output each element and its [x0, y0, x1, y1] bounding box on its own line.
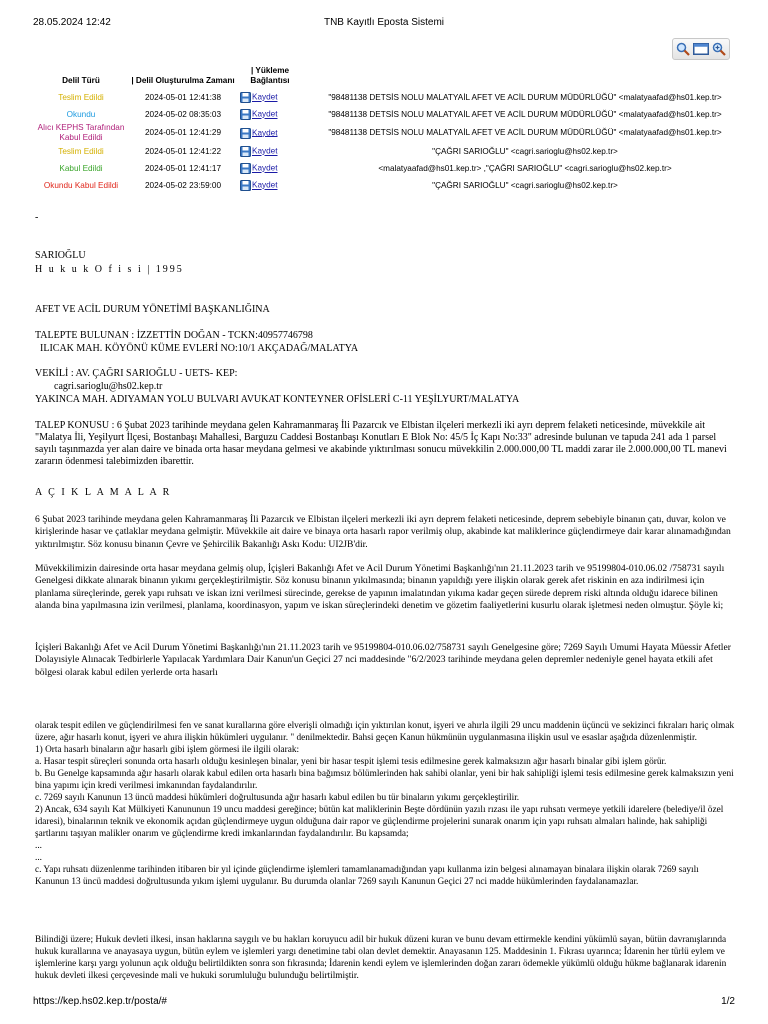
view-toolbar: [672, 38, 730, 60]
save-cell: [238, 89, 302, 106]
applicant-line: TALEPTE BULUNAN : İZZETTİN DOĞAN - TCKN:40957746798: [35, 330, 313, 341]
evidence-type: Kabul Edildi: [59, 163, 103, 173]
subject-paragraph: TALEP KONUSU : 6 Şubat 2023 tarihinde meydana gelen Kahramanmaraş İli Pazarcık ve Elbistan ilçeleri merkezli iki ayrı deprem felaketi neticesinde, müvekkile ait "Malatya İli, Yeşilyurt İlçesi, Bostanbaşı Mahallesi, Barguzu Caddesi Bostanbaşı Konutları E Blok No: 45/5 İç Kapı No:33" adresinde bulunan ve tapuda 241 ada 1 parsel sayılı taşınmazda yer alan daire ve binada orta hasar meydana gelmesi ve akabinde yıktırılması sonucu müvekkilin 2.000.000,00 TL maddi zarar ile 2.000.000,00 TL manevi zararın ödenmesi talebimizden ibarettir.: [35, 420, 727, 467]
save-link[interactable]: Kaydet: [252, 180, 278, 190]
evidence-address: "98481138 DETSİS NOLU MALATYAİL AFET VE ACİL DURUM MÜDÜRLÜĞÜ" <malatyaafad@hs01.kep.tr>: [328, 128, 722, 137]
letter-mark: -: [35, 212, 39, 223]
print-url: https://kep.hs02.kep.tr/posta/#: [33, 996, 167, 1007]
evidence-address: <malatyaafad@hs01.kep.tr> ,"ÇAĞRI SARIOĞLU" <cagri.sarioglu@hs02.kep.tr>: [378, 163, 672, 173]
paragraph-4-line: 1) Orta hasarlı binaların ağır hasarlı gibi işlem görmesi ile ilgili olarak:: [35, 745, 300, 755]
print-datetime: 28.05.2024 12:42: [33, 17, 111, 28]
table-header-row: [34, 66, 748, 89]
evidence-type: Okundu: [66, 109, 96, 119]
evidence-time: 2024-05-01 12:41:29: [144, 128, 222, 137]
save-disk-icon: [240, 128, 251, 139]
save-disk-icon: [240, 146, 251, 157]
evidence-type: Okundu Kabul Edildi: [43, 180, 119, 190]
evidence-address: "ÇAĞRI SARIOĞLU" <cagri.sarioglu@hs02.kep.tr>: [432, 180, 618, 190]
paragraph-4-line: ...: [35, 841, 42, 851]
paragraph-4-line: ...: [35, 853, 42, 863]
save-disk-icon: [240, 109, 251, 120]
table-row: [34, 177, 748, 194]
table-row: [34, 89, 748, 106]
save-link[interactable]: Kaydet: [252, 163, 278, 173]
table-row: [34, 123, 748, 143]
delivery-evidence-table: [34, 66, 748, 194]
evidence-time: 2024-05-01 12:41:17: [144, 163, 222, 173]
search-plus-icon[interactable]: [712, 42, 726, 56]
print-title: TNB Kayıtlı Eposta Sistemi: [323, 17, 445, 28]
table-row: [34, 143, 748, 160]
save-link[interactable]: Kaydet: [252, 92, 278, 102]
counsel-email: cagri.sarioglu@hs02.kep.tr: [54, 381, 163, 392]
col-evidence-type: Delil Türü: [62, 76, 100, 85]
recipient-heading: AFET VE ACİL DURUM YÖNETİMİ BAŞKANLIĞINA: [35, 304, 270, 315]
paragraph-4-line: a. Hasar tespit süreçleri sonunda orta hasarlı olduğu kesinleşen binalar, yeni bir hasar tespit işlemi tesis edilmesine gerek kalmaksızın ağır hasarlı binalar gibi işlem görür.: [35, 757, 667, 767]
evidence-type: Teslim Edildi: [58, 92, 104, 102]
paragraph-4-line: 2) Ancak, 634 sayılı Kat Mülkiyeti Kanununun 19 uncu maddesi gereğince; bütün kat maliklerinin Beşte dördünün yazılı rızası ile yapı ruhsatı vermeye yetkili idarelere (belediye/il özel idaresi), binalarının teknik ve ekonomik açıdan güçlendirmeye uygun olduğuna dair rapor ve güçlendirme projelerini sunarak onarım için yapı ruhsatı almaları halinde, hak sahipliği şartlarını taşıyan malikler onarım ve güçlendirme kredi imkanlarından faydalandırılır. Bu kapsamda;: [35, 805, 724, 839]
paragraph-4-line: b. Bu Genelge kapsamında ağır hasarlı olarak kabul edilen orta hasarlı bina bağımsız bölümlerinden hak sahibi olanlar, yeni bir hak sahipliği işlemi tesis edilmesine gerek kalmaksızın yeni bina yapımı için kredi verilmesi imkanından faydalandırılır.: [35, 769, 734, 791]
col-evidence-time: | Delil Oluşturulma Zamanı: [131, 76, 235, 85]
col-address: [302, 66, 748, 89]
window-icon[interactable]: [693, 43, 709, 55]
print-page-number: 1/2: [721, 996, 735, 1007]
paragraph-5: Bilindiği üzere; Hukuk devleti ilkesi, insan haklarına saygılı ve bu hakları koruyucu adil bir hukuk düzeni kuran ve bunu devam ettirmekle kendini yükümlü sayan, bütün davranışlarında hukuk kurallarına ve anayasaya uygun, bütün eylem ve işlemleri yargı denetimine tabi olan devlet demektir. Anayasanın 125. Maddesinin 1. Fıkrası uyarınca; İdarenin her türlü eylem ve işlemlerine karşı yargı yolunun açık olduğu belirtildikten sonra son fıkrasında; İdarenin kendi eylem ve işlemlerinden doğan zararı ödemekle yükümlü olduğu hükme bağlanarak idarenin hukuk devleti ilkesi çerçevesinde mali ve hukuki sorumluluğu bulunduğu belirtilmiştir.: [35, 935, 727, 982]
evidence-time: 2024-05-02 23:59:00: [144, 180, 222, 190]
section-heading: A Ç I K L A M A L A R: [35, 487, 172, 498]
firm-name: SARIOĞLU: [35, 250, 86, 261]
paragraph-1: 6 Şubat 2023 tarihinde meydana gelen Kahramanmaraş İli Pazarcık ve Elbistan ilçeleri merkezli iki ayrı deprem felaketi neticesinde, deprem sebebiyle binanın çatı, duvar, kolon ve kirişlerinde hasar ve çatlaklar meydana gelmiştir. Müvekkile ait daire ve binaya orta hasarlı rapor verilmiş olup, akabinde kat maliklerince güçlendirmeye dair karar alınamadığından yıktırılmıştır. Söz konusu binanın Çevre ve Şehircilik Bakanlığı Askı Kodu: UI2JB'dir.: [35, 514, 731, 550]
save-cell: [238, 123, 302, 143]
save-cell: [238, 160, 302, 177]
save-link[interactable]: Kaydet: [252, 128, 278, 138]
evidence-address: "ÇAĞRI SARIOĞLU" <cagri.sarioglu@hs02.kep.tr>: [432, 146, 618, 156]
save-cell: [238, 177, 302, 194]
counsel-line: VEKİLİ : AV. ÇAĞRI SARIOĞLU - UETS- KEP:: [35, 368, 238, 379]
search-icon[interactable]: [676, 42, 690, 56]
firm-subtitle: H u k u k O f i s i | 1995: [35, 264, 184, 275]
applicant-address: ILICAK MAH. KÖYÖNÜ KÜME EVLERİ NO:10/1 AKÇADAĞ/MALATYA: [40, 343, 359, 354]
counsel-address: YAKINCA MAH. ADIYAMAN YOLU BULVARI AVUKAT KONTEYNER OFİSLERİ C-11 YEŞİLYURT/MALATYA: [35, 394, 520, 405]
save-cell: [238, 143, 302, 160]
evidence-address: "98481138 DETSİS NOLU MALATYAİL AFET VE ACİL DURUM MÜDÜRLÜĞÜ" <malatyaafad@hs01.kep.tr>: [328, 109, 722, 119]
save-disk-icon: [240, 180, 251, 191]
save-disk-icon: [240, 92, 251, 103]
table-row: [34, 160, 748, 177]
paragraph-4-line: c. 7269 sayılı Kanunun 13 üncü maddesi hükümleri doğrultusunda ağır hasarlı kabul edilen bu tür binaların yıkımı gerçekleştirilir.: [35, 793, 520, 803]
paragraph-2: Müvekkilimizin dairesinde orta hasar meydana gelmiş olup, İçişleri Bakanlığı Afet ve Acil Durum Yönetimi Başkanlığı'nın 21.11.2023 tarih ve 95199804-010.06.02 /758731 sayılı Genelgesi dikkate alınarak binanın yıkımı gerçekleştirilmiştir. Söz konusu binanın yıkılmasında; binanın yapıldığı yere ilişkin olarak gerek afet riskinin en aza indirilmesi için planlama süreçlerinde, gerek yapı ruhsatı ve iskan izni verilmesi sürecinde, gerekse de yapının imalatından yıkıma kadar geçen sürede deprem riski altında olduğu idarece bilinen alanda bina yapılmasına izin verilmesi, planlama, koordinasyon, yapım ve iskan süreçlerindeki denetim ve gözetim faaliyetlerini kusurlu olarak işletmesi neden olmuştur. Şöyle ki;: [35, 563, 725, 611]
evidence-address: "98481138 DETSİS NOLU MALATYAİL AFET VE ACİL DURUM MÜDÜRLÜĞÜ" <malatyaafad@hs01.kep.tr>: [328, 92, 722, 102]
evidence-type: Alıcı KEPHS Tarafından Kabul Edildi: [37, 123, 125, 142]
save-link[interactable]: Kaydet: [252, 146, 278, 156]
evidence-time: 2024-05-01 12:41:38: [144, 92, 222, 102]
evidence-type: Teslim Edildi: [58, 146, 104, 156]
col-download-link: | Yükleme Bağlantısı: [250, 66, 290, 85]
save-disk-icon: [240, 163, 251, 174]
save-cell: [238, 106, 302, 123]
evidence-time: 2024-05-02 08:35:03: [144, 109, 222, 119]
paragraph-4-line: olarak tespit edilen ve güçlendirilmesi fen ve sanat kurallarına göre elverişli olmadığı için yıktırılan konut, işyeri ve ahırla ilgili 29 uncu maddenin üçüncü ve sekizinci fıkraları hariç olmak üzere, ağır hasarlı konut, işyeri ve ahıra ilişkin hükümleri uygulanır. " denilmektedir. Bahsi geçen Kanun hükmünün uygulanmasına ilişkin usul ve esaslar aşağıda düzenlenmiştir.: [35, 721, 735, 743]
save-link[interactable]: Kaydet: [252, 109, 278, 119]
paragraph-4-line: c. Yapı ruhsatı düzenlenme tarihinden itibaren bir yıl içinde güçlendirme işlemleri tamamlanamadığından yapı kullanma izin belgesi alınamayan binalara ilişkin olarak 7269 sayılı Kanunun 13 üncü maddesi doğrultusunda yıkım işlemi uygulanır. Bu durumda olanlar 7269 sayılı Kanunun Geçici 27 nci madde hükümlerinden faydalanamazlar.: [35, 865, 699, 887]
paragraph-3: İçişleri Bakanlığı Afet ve Acil Durum Yönetimi Başkanlığı'nın 21.11.2023 tarih ve 95199804-010.06.02/758731 sayılı Genelgesine göre; 7269 Sayılı Umumi Hayata Müessir Afetler Dolayısiyle Alınacak Tedbirlerle Yapılacak Yardımlara Dair Kanun'un Geçici 27 nci maddesinde "6/2/2023 tarihinde meydana gelen depremler nedeniyle genel hayata etkili afet bölgesi olarak kabul edilen yerlerde orta hasarlı: [35, 642, 731, 678]
paragraph-4: [35, 720, 735, 888]
evidence-time: 2024-05-01 12:41:22: [144, 146, 222, 156]
table-row: [34, 106, 748, 123]
